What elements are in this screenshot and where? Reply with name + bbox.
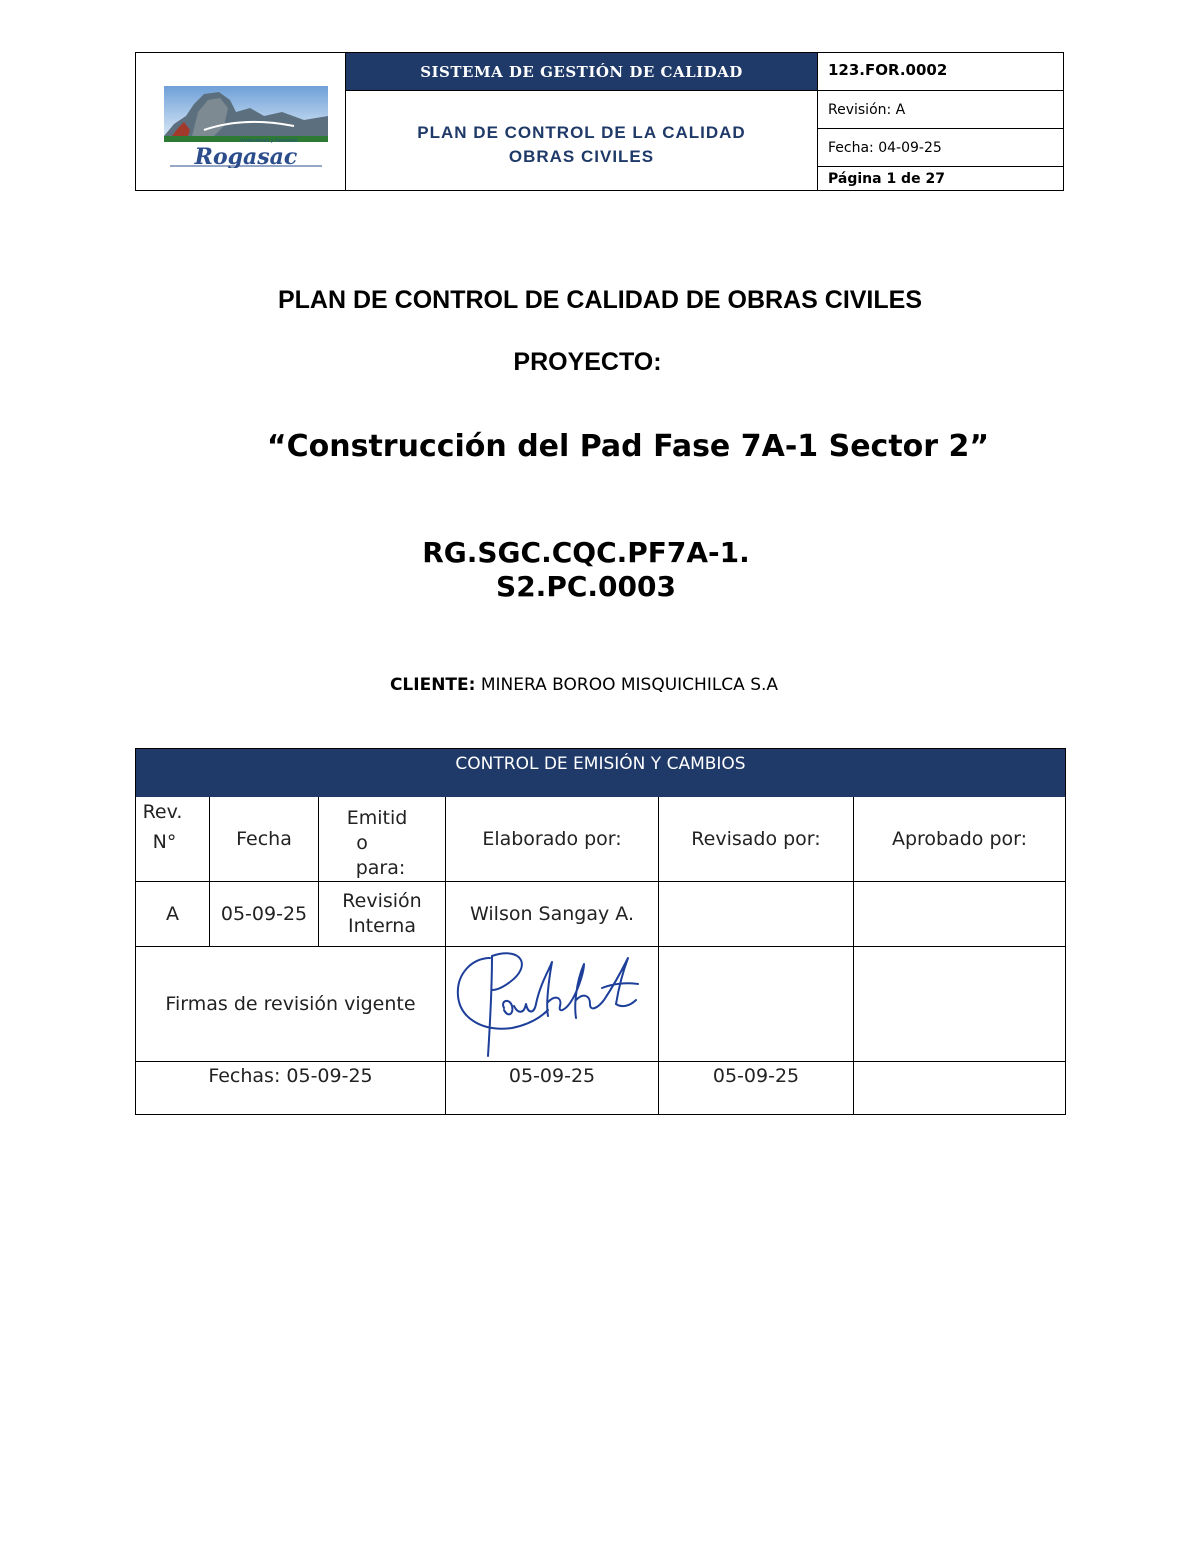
system-title: SISTEMA DE GESTIÓN DE CALIDAD [346,53,818,91]
date-field: Fecha: 04-09-25 [818,129,1063,167]
document-meta [818,53,1063,190]
header-fecha: Fecha [210,797,319,882]
plan-title-line1: PLAN DE CONTROL DE LA CALIDAD [417,122,746,142]
project-label: PROYECTO: [513,348,662,376]
document-code-line2: S2.PC.0003 [496,570,676,603]
row-emitido-line2: Interna [348,915,416,937]
row-elaborado: Wilson Sangay A. [446,882,659,947]
date-aprobado [854,1062,1065,1114]
header-emitido [319,797,446,882]
date-revisado: 05-09-25 [659,1062,854,1114]
signatures-label: Firmas de revisión vigente [136,947,446,1062]
logo-small-text: Inversiones y Servicios [240,138,298,144]
document-code: 123.FOR.0002 [818,53,1063,91]
header-elaborado: Elaborado por: [446,797,659,882]
company-logo [164,86,328,168]
logo-wordmark: Rogasac [194,144,298,168]
header-emitido-line2: o [356,831,368,854]
row-emitido-line1: Revisión [342,890,422,912]
header-aprobado: Aprobado por: [854,797,1065,882]
header-rev [136,797,210,882]
row-aprobado [854,882,1065,947]
header-revisado: Revisado por: [659,797,854,882]
client-line [0,675,1168,695]
row-emitido [319,882,446,947]
date-elaborado: 05-09-25 [446,1062,659,1114]
signature-revisado [659,947,854,1062]
plan-title-line2: OBRAS CIVILES [508,146,655,166]
control-table-title: CONTROL DE EMISIÓN Y CAMBIOS [136,749,1065,797]
page-number: Página 1 de 27 [828,170,945,187]
project-name: “Construcción del Pad Fase 7A-1 Sector 2” [266,429,990,464]
header-rev-line1: Rev. [142,801,183,823]
logo-cell [136,53,346,190]
row-rev: A [136,882,210,947]
signature-aprobado [854,947,1065,1062]
row-revisado [659,882,854,947]
header-emitido-line3: para: [355,856,406,879]
plan-title [346,91,818,190]
document-title: PLAN DE CONTROL DE CALIDAD DE OBRAS CIVILES [277,286,923,314]
document-header [135,52,1064,191]
client-name: MINERA BOROO MISQUICHILCA S.A [480,675,779,695]
document-code-line1: RG.SGC.CQC.PF7A-1. [422,536,750,569]
row-fecha: 05-09-25 [210,882,319,947]
header-emitido-line1: Emitid [346,806,408,829]
revision-field: Revisión: A [818,91,1063,129]
client-label: CLIENTE: [389,675,476,695]
handwritten-signature [452,944,650,1064]
dates-label: Fechas: 05-09-25 [136,1062,446,1114]
header-rev-line2: N° [152,831,177,853]
